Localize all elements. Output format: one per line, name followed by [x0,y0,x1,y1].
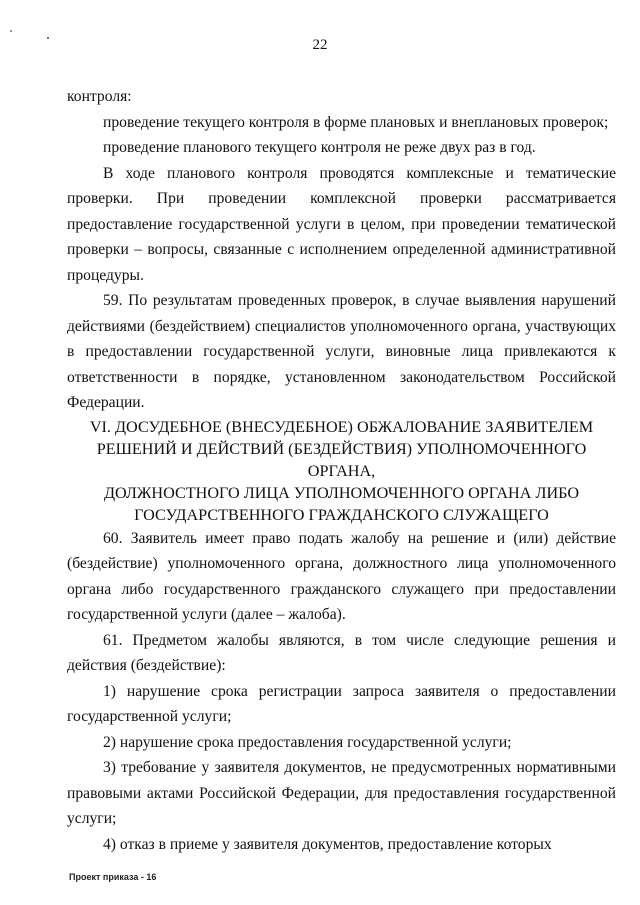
paragraph: контроля: [67,88,132,105]
paragraph: 2) нарушение срока предоставления государственной услуги; [103,733,512,751]
section-heading-line: РЕШЕНИЙ И ДЕЙСТВИЙ (БЕЗДЕЙСТВИЯ) УПОЛНОМОЧЕННОГО ОРГАНА, [96,439,587,480]
section-heading-line: ГОСУДАРСТВЕННОГО ГРАЖДАНСКОГО СЛУЖАЩЕГО [134,505,549,524]
paragraph: проведение планового текущего контроля не реже двух раз в год. [103,139,536,156]
paragraph: 59. По результатам проведенных проверок, в случае выявления нарушений действиями (бездействием) специалистов уполномоченного органа, участвующих в предоставлении государственной услуги, виновные лица привлекаются к ответственности в порядке, установленном законодательством Российской Федерации. [67,292,616,411]
paragraph: В ходе планового контроля проводятся комплексные и тематические проверки. При проведении комплексной проверки рассматривается предоставление государственной услуги в целом, при проведении тематической проверки – вопросы, связанные с исполнением определенной административной процедуры. [67,164,616,284]
paragraph: проведение текущего контроля в форме плановых и внеплановых проверок; [103,113,609,131]
section-heading [67,416,616,526]
document-body [67,84,616,857]
section-heading-line: ДОЛЖНОСТНОГО ЛИЦА УПОЛНОМОЧЕННОГО ОРГАНА ЛИБО [103,483,580,502]
paragraph: 61. Предметом жалобы являются, в том числе следующие решения и действия (бездействие): [67,631,616,674]
footer-stamp: Проект приказа - 16 [69,872,157,882]
section-heading-line: VI. ДОСУДЕБНОЕ (ВНЕСУДЕБНОЕ) ОБЖАЛОВАНИЕ ЗАЯВИТЕЛЕМ [89,417,594,436]
paragraph: 3) требование у заявителя документов, не предусмотренных нормативными правовыми актами Российской Федерации, для предоставления государственной услуги; [67,759,616,827]
paragraph: 4) отказ в приеме у заявителя документов, предоставление которых [103,835,552,853]
paragraph: 60. Заявитель имеет право подать жалобу на решение и (или) действие (бездействие) уполномоченного органа, должностного лица уполномоченного органа либо государственного гражданского служащего при предоставлении государственной услуги (далее – жалоба). [67,529,616,623]
page-number: 22 [312,37,328,53]
paragraph: 1) нарушение срока регистрации запроса заявителя о предоставлении государственной услуги; [67,682,616,725]
